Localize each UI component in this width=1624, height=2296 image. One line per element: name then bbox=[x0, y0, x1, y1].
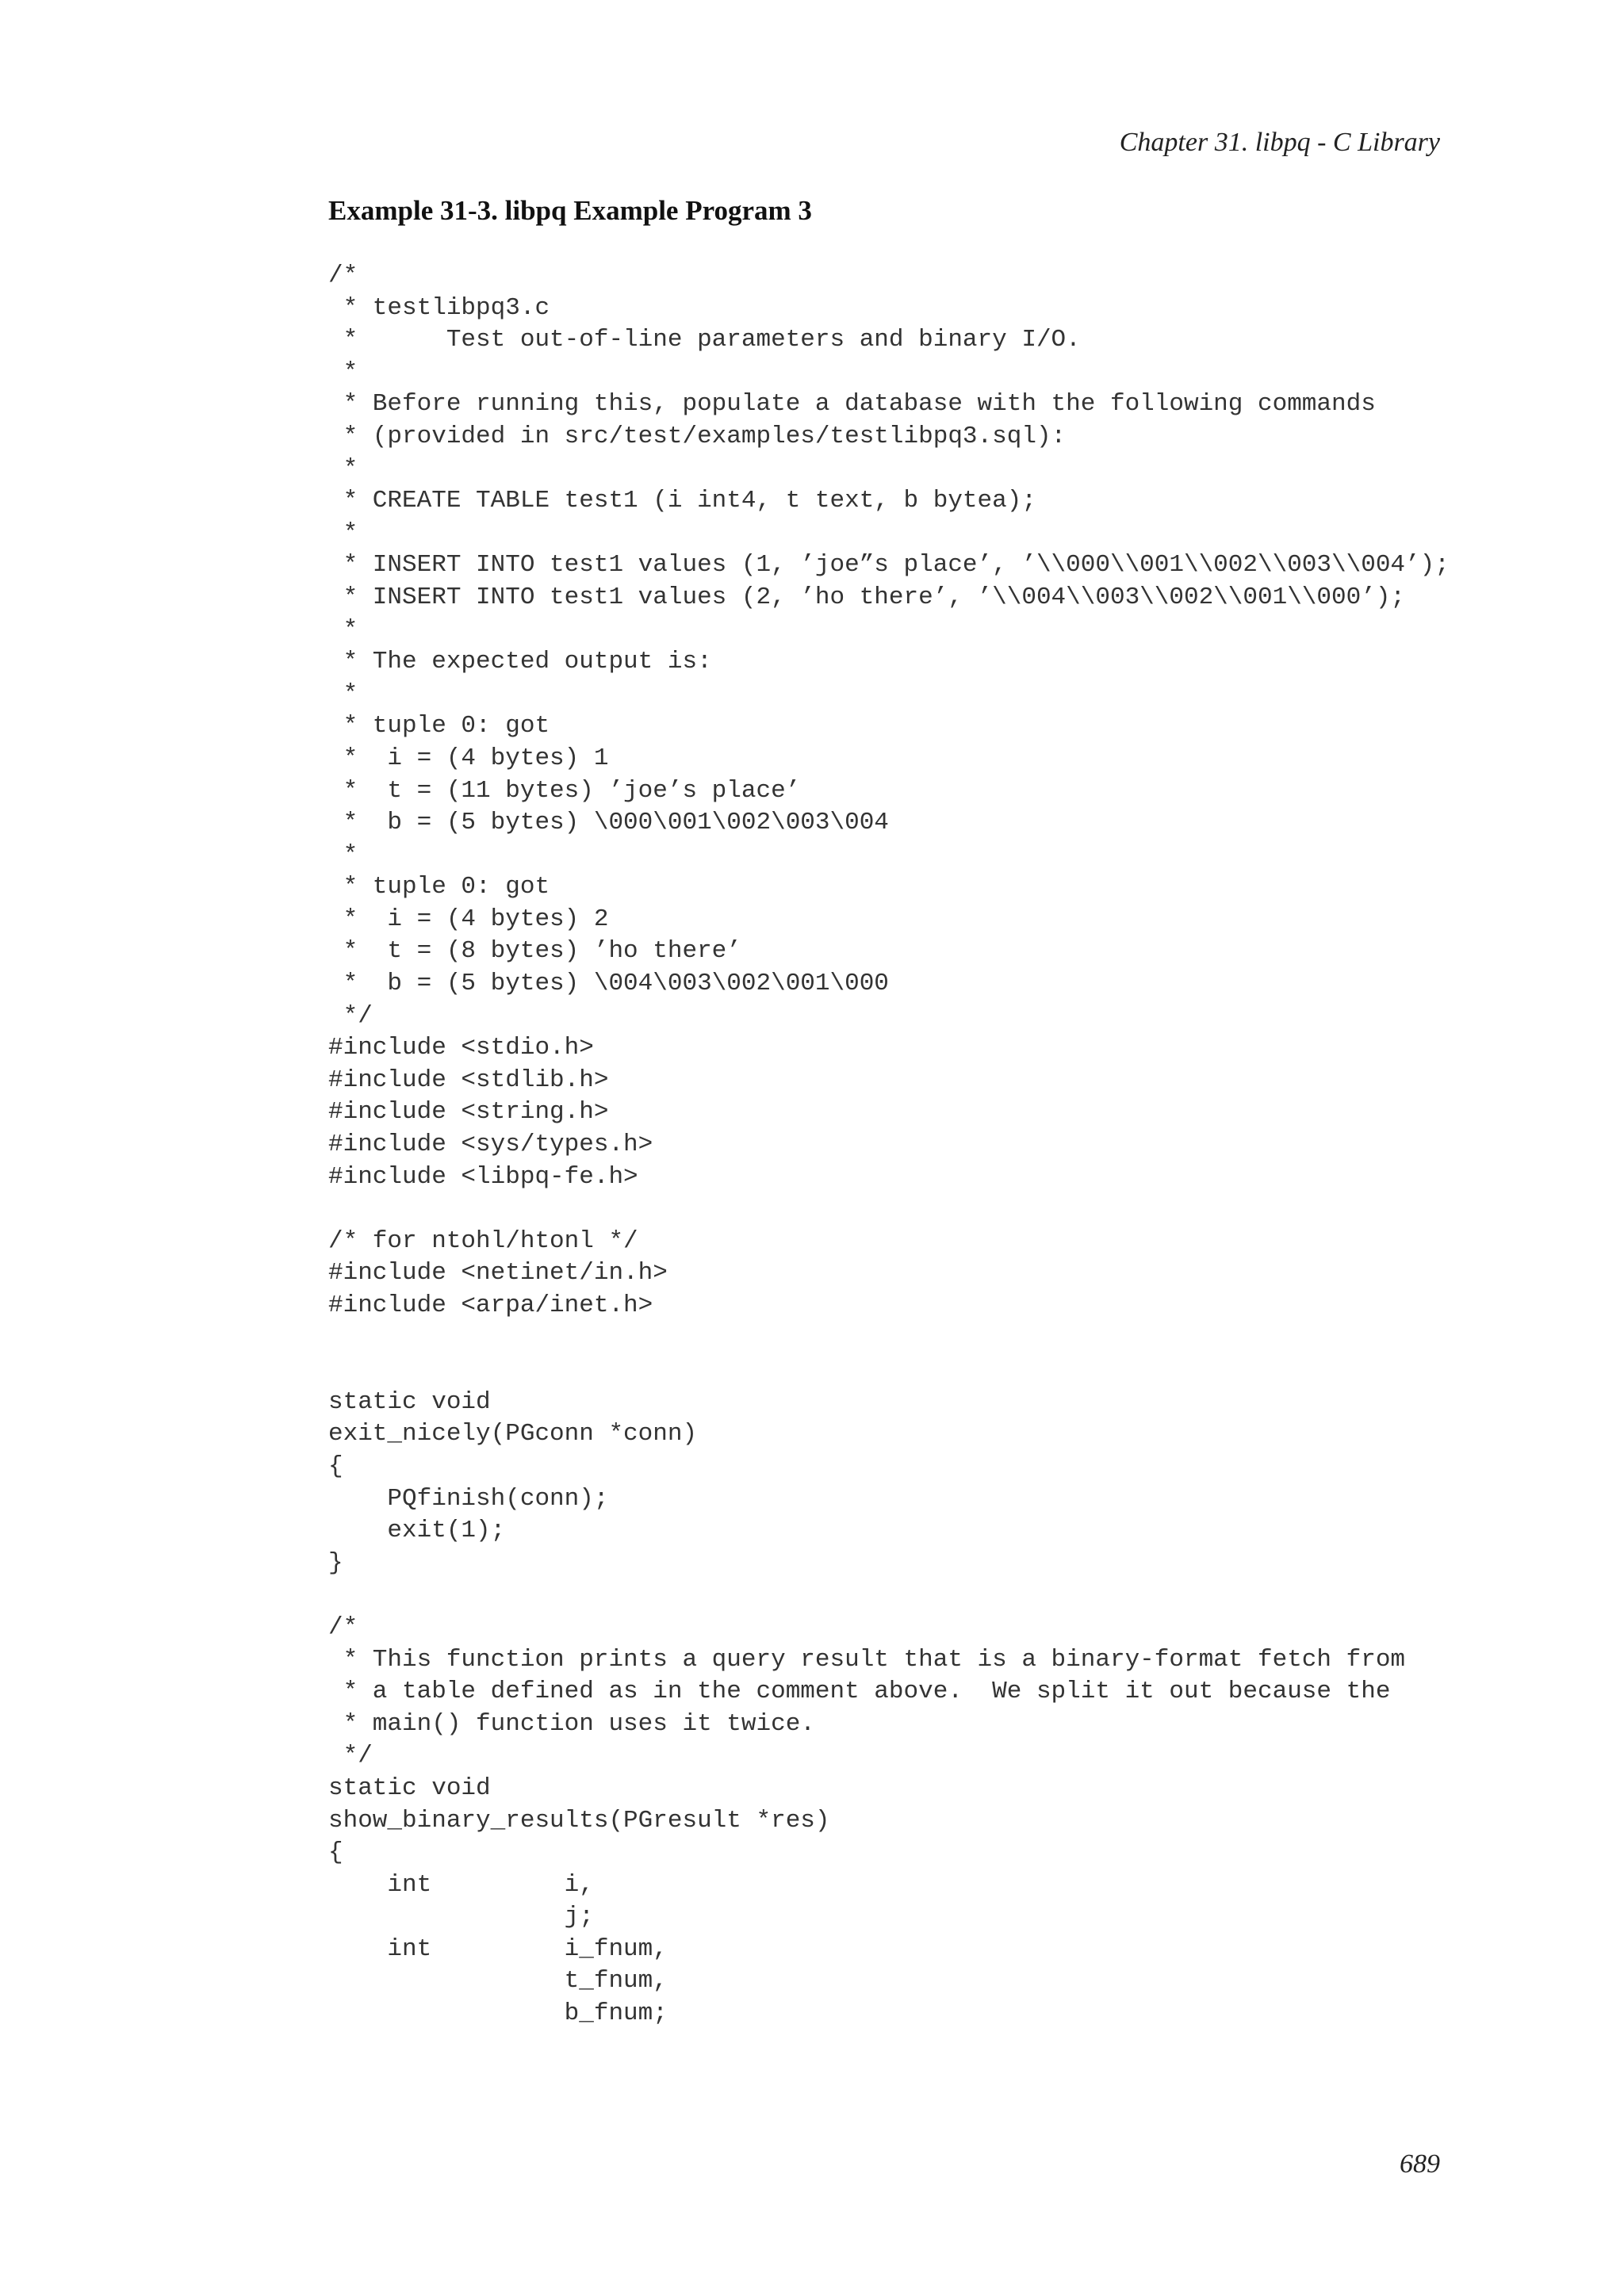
code-line: #include <netinet/in.h> bbox=[328, 1259, 668, 1288]
code-line: #include <sys/types.h> bbox=[328, 1131, 653, 1159]
code-line: static void bbox=[328, 1774, 491, 1802]
code-line: */ bbox=[328, 1001, 373, 1030]
code-line: static void bbox=[328, 1387, 491, 1416]
code-line: * The expected output is: bbox=[328, 648, 712, 676]
code-line: } bbox=[328, 1548, 343, 1577]
code-line: { bbox=[328, 1839, 343, 1867]
code-line: exit_nicely(PGconn *conn) bbox=[328, 1420, 698, 1448]
code-line: * INSERT INTO test1 values (2, ’ho there’, ’\\004\\003\\002\\001\\000’); bbox=[328, 583, 1406, 611]
code-line: b_fnum; bbox=[328, 1999, 668, 2028]
code-line: #include <arpa/inet.h> bbox=[328, 1292, 653, 1319]
code-line: t_fnum, bbox=[328, 1967, 668, 1996]
code-line: * tuple 0: got bbox=[328, 712, 550, 740]
code-line bbox=[328, 1354, 1450, 1387]
code-line bbox=[328, 1193, 1450, 1226]
code-line: #include <stdio.h> bbox=[328, 1034, 594, 1062]
running-header: Chapter 31. libpq - C Library bbox=[1119, 128, 1440, 157]
code-line: * b = (5 bytes) \004\003\002\001\000 bbox=[328, 970, 889, 998]
code-line: { bbox=[328, 1452, 343, 1480]
code-line: * bbox=[328, 358, 358, 386]
code-line: * CREATE TABLE test1 (i int4, t text, b bytea); bbox=[328, 487, 1036, 515]
code-line: * bbox=[328, 840, 358, 869]
code-line: * (provided in src/test/examples/testlibpq3.sql): bbox=[328, 422, 1067, 450]
code-line: * bbox=[328, 615, 358, 644]
code-listing bbox=[328, 260, 1450, 2030]
code-line: j; bbox=[328, 1903, 594, 1931]
code-line: * main() function uses it twice. bbox=[328, 1709, 815, 1738]
code-line: #include <stdlib.h> bbox=[328, 1066, 609, 1094]
code-line: * b = (5 bytes) \000\001\002\003\004 bbox=[328, 809, 889, 837]
code-line: #include <libpq-fe.h> bbox=[328, 1162, 638, 1191]
code-line: show_binary_results(PGresult *res) bbox=[328, 1806, 830, 1835]
code-line: /* bbox=[328, 262, 358, 289]
code-line: #include <string.h> bbox=[328, 1098, 609, 1127]
code-line: exit(1); bbox=[328, 1517, 506, 1545]
page-number: 689 bbox=[1400, 2149, 1440, 2179]
code-line: * t = (11 bytes) ’joe’s place’ bbox=[328, 776, 801, 805]
code-line: * bbox=[328, 454, 358, 483]
code-line: * bbox=[328, 519, 358, 547]
code-line: * a table defined as in the comment above. We split it out because the bbox=[328, 1678, 1391, 1706]
code-line: int i_fnum, bbox=[328, 1934, 668, 1963]
code-line: * t = (8 bytes) ’ho there’ bbox=[328, 937, 741, 966]
code-line: int i, bbox=[328, 1870, 594, 1899]
code-line: * This function prints a query result that is a binary-format fetch from bbox=[328, 1645, 1406, 1674]
code-line: * INSERT INTO test1 values (1, ’joe”s place’, ’\\000\\001\\002\\003\\004’); bbox=[328, 551, 1450, 580]
example-title: Example 31-3. libpq Example Program 3 bbox=[328, 195, 812, 226]
code-line: * Before running this, populate a database with the following commands bbox=[328, 390, 1376, 419]
code-line: * i = (4 bytes) 1 bbox=[328, 744, 609, 772]
code-line: /* for ntohl/htonl */ bbox=[328, 1226, 638, 1255]
code-line: /* bbox=[328, 1613, 358, 1641]
code-line: PQfinish(conn); bbox=[328, 1484, 609, 1513]
code-line: */ bbox=[328, 1742, 373, 1770]
code-line: * Test out-of-line parameters and binary I/O. bbox=[328, 326, 1081, 354]
code-line bbox=[328, 1322, 1450, 1355]
code-line: * testlibpq3.c bbox=[328, 293, 550, 322]
code-line: * tuple 0: got bbox=[328, 873, 550, 901]
code-line: * bbox=[328, 679, 358, 708]
code-line: * i = (4 bytes) 2 bbox=[328, 905, 609, 933]
code-line bbox=[328, 1579, 1450, 1612]
